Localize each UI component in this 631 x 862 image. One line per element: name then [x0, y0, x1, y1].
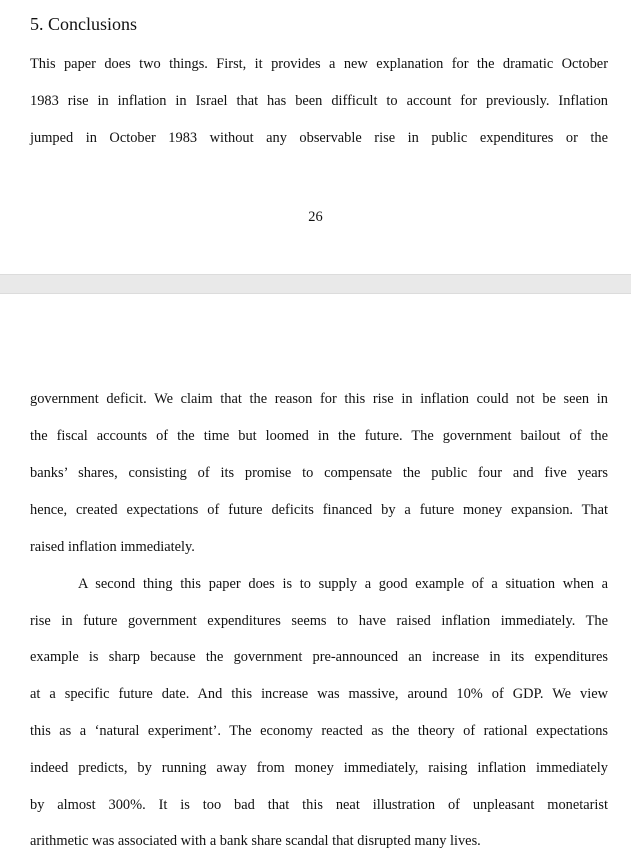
paragraph-line: indeed predicts, by running away from money immediately, raising inflation immediately [30, 760, 608, 776]
paragraph-line: the fiscal accounts of the time but loomed in the future. The government bailout of the [30, 428, 608, 444]
page-separator [0, 274, 631, 294]
paragraph-line: example is sharp because the government pre-announced an increase in its expenditures [30, 649, 608, 665]
paragraph-line: rise in future government expenditures seems to have raised inflation immediately. The [30, 613, 608, 629]
document-page-26 [0, 0, 631, 274]
paragraph-line: 1983 rise in inflation in Israel that has been difficult to account for previously. Inflation [30, 93, 608, 109]
paragraph-line: This paper does two things. First, it provides a new explanation for the dramatic October [30, 56, 608, 72]
paragraph-line: A second thing this paper does is to supply a good example of a situation when a [78, 576, 608, 592]
paragraph-line: by almost 300%. It is too bad that this neat illustration of unpleasant monetarist [30, 797, 608, 813]
section-heading: 5. Conclusions [30, 14, 138, 34]
paragraph-line: government deficit. We claim that the reason for this rise in inflation could not be seen in [30, 391, 608, 407]
paragraph-line: arithmetic was associated with a bank share scandal that disrupted many lives. [30, 833, 481, 849]
page-number: 26 [308, 209, 323, 225]
paragraph-line: jumped in October 1983 without any observable rise in public expenditures or the [30, 130, 608, 146]
paragraph-line: hence, created expectations of future deficits financed by a future money expansion. That [30, 502, 608, 518]
document-page-27 [0, 294, 631, 862]
paragraph-line: raised inflation immediately. [30, 539, 195, 555]
paragraph-line: banks’ shares, consisting of its promise to compensate the public four and five years [30, 465, 608, 481]
paragraph-line: this as a ‘natural experiment’. The economy reacted as the theory of rational expectations [30, 723, 608, 739]
paragraph-line: at a specific future date. And this increase was massive, around 10% of GDP. We view [30, 686, 608, 702]
